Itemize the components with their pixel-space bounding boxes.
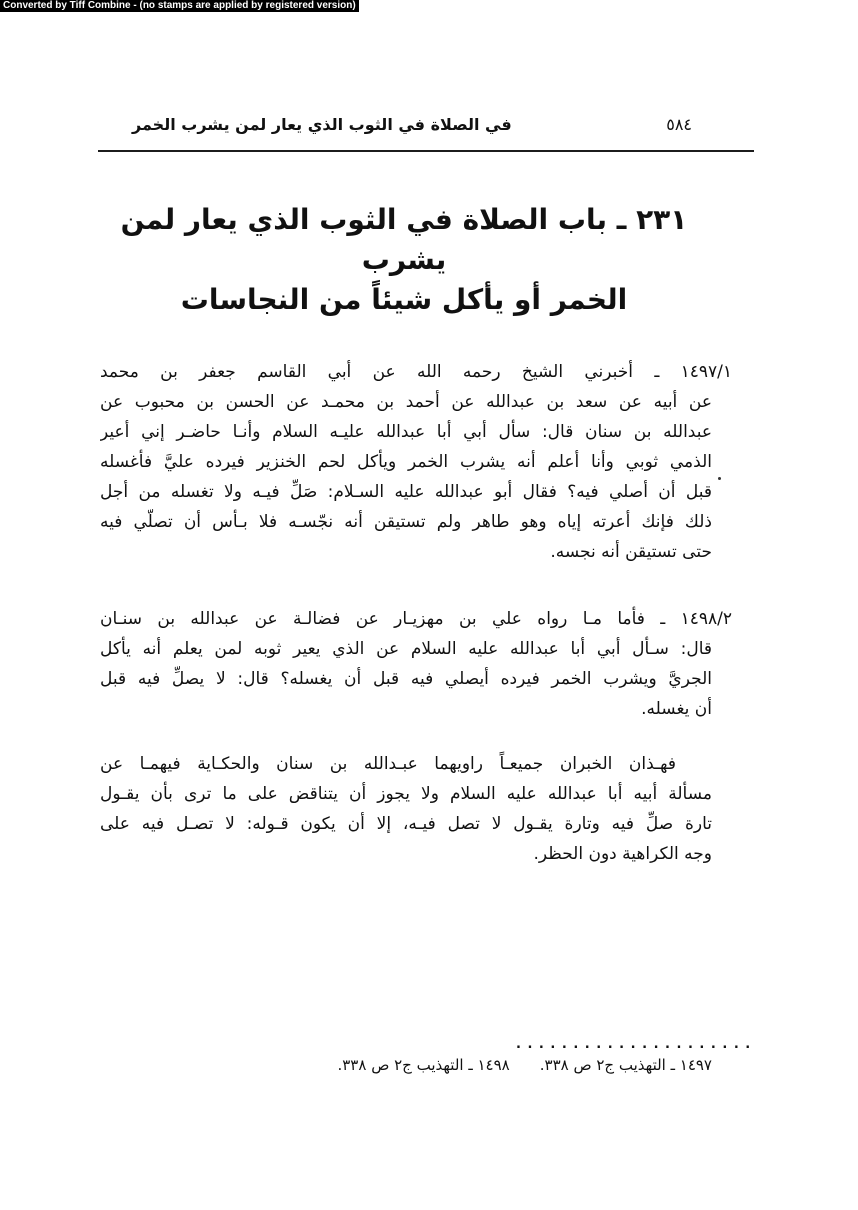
- header-rule: [98, 150, 754, 152]
- scan-artifact-dot: [718, 477, 721, 480]
- footnote-leader-dots: . . . . . . . . . . . . . . . . . . . . .: [516, 1037, 752, 1052]
- text-line: قال: سـأل أبي أبا عبدالله عليه السلام عن الذي يعير ثوبه لمن يعلم أنه يأكل: [100, 639, 712, 659]
- paragraph-hadith-1497: [100, 357, 732, 567]
- running-header-title: في الصلاة في الثوب الذي يعار لمن يشرب الخمر: [132, 115, 512, 134]
- footnote-entry-1497: ١٤٩٧ ـ التهذيب ج٢ ص ٣٣٨.: [539, 1056, 712, 1074]
- footnote-entry-1498: ١٤٩٨ ـ التهذيب ج٢ ص ٣٣٨.: [337, 1056, 510, 1074]
- text-line: مسألة أبيه أبا عبدالله عليه السلام ولا يجوز أن يتناقض على ما ترى بأن يقـول: [100, 784, 712, 804]
- text-line: قبل أن أصلي فيه؟ فقال أبو عبدالله عليه السـلام: صَلِّ فيـه ولا تغسله من أجل: [100, 482, 712, 502]
- text-line: حتى تستيقن أنه نجسه.: [550, 542, 712, 562]
- text-line: وجه الكراهية دون الحظر.: [533, 844, 712, 864]
- watermark-text: Converted by Tiff Combine - (no stamps are applied by registered version): [3, 0, 356, 11]
- text-line: ١٤٩٨/٢ ـ فأما مـا رواه علي بن مهزيـار عن فضالـة عن عبدالله بن سنـان: [100, 609, 732, 629]
- text-line: عبدالله بن سنان قال: سأل أبي أبا عبدالله عليـه السلام وأنـا حاضـر إني أعير: [100, 422, 712, 442]
- paragraph-hadith-1498: [100, 604, 732, 724]
- text-line: عن أبيه عن سعد بن عبدالله عن أحمد بن محمـد عن الحسن بن محبوب عن: [100, 392, 712, 412]
- chapter-title-line1: ٢٣١ ـ باب الصلاة في الثوب الذي يعار لمن يشرب: [120, 203, 688, 276]
- text-line: ١٤٩٧/١ ـ أخبرني الشيخ رحمه الله عن أبي القاسم جعفر بن محمد: [100, 362, 732, 382]
- text-line: أن يغسله.: [641, 699, 712, 719]
- chapter-title-line2: الخمر أو يأكل شيئاً من النجاسات: [180, 283, 628, 316]
- text-line: ذلك فإنك أعرته إياه وهو طاهر ولم تستيقن أنه نجّسـه فلا بـأس أن تصلّي فيه: [100, 512, 712, 532]
- text-line: تارة صلِّ فيه وتارة يقـول لا تصل فيـه، إلا أن يكون قـوله: لا تصـل فيه على: [100, 814, 712, 834]
- body-text: [100, 357, 732, 869]
- watermark-bar: [0, 0, 359, 12]
- text-line: الذمي ثوبي وأنا أعلم أنه يشرب الخمر ويأكل لحم الخنزير فيرده عليَّ فأغسله: [100, 452, 712, 472]
- chapter-title: [104, 200, 704, 320]
- text-line: فهـذان الخبران جميعـاً راويهما عبـدالله بن سنان والحكـاية فيهمـا عن: [100, 754, 676, 774]
- paragraph-commentary: [100, 749, 712, 869]
- footnotes: [337, 1056, 712, 1074]
- page-number: ٥٨٤: [666, 115, 692, 134]
- text-line: الجريَّ ويشرب الخمر فيرده أيصلي فيه قبل أن يغسله؟ قال: لا يصلِّ فيه قبل: [100, 669, 712, 689]
